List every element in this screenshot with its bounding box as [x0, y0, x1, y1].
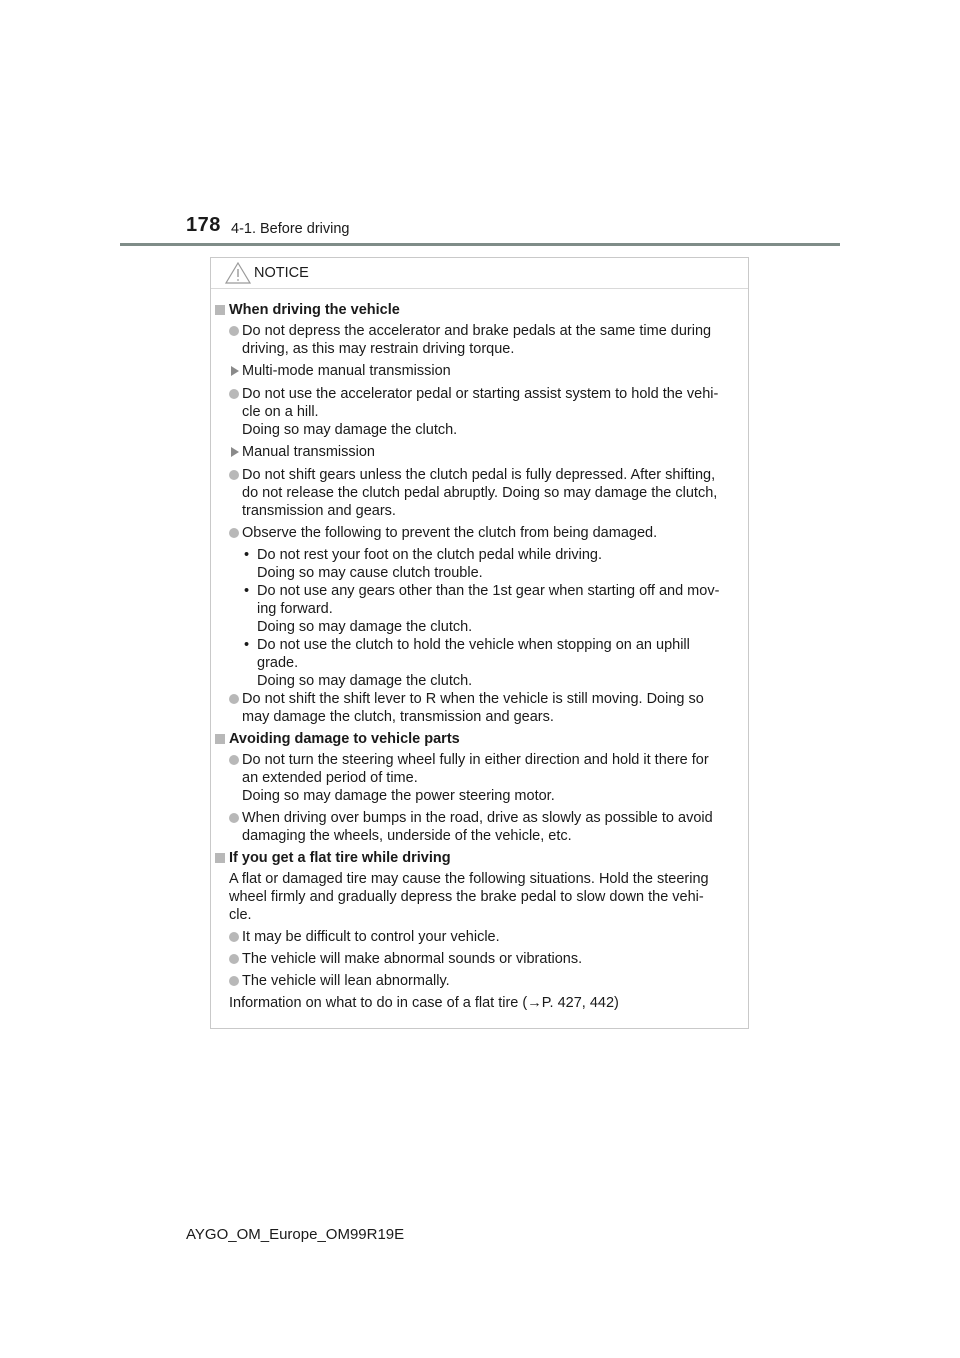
- circle-bullet-icon: [229, 755, 239, 765]
- circle-bullet-icon: [229, 954, 239, 964]
- list-item: Do not use the accelerator pedal or starting assist system to hold the vehi- cle on a hill. Doing so may damage the clutch.: [215, 385, 743, 439]
- list-item: Do not depress the accelerator and brake pedals at the same time during driving, as this may restrain driving torque.: [215, 322, 743, 358]
- list-item: Do not turn the steering wheel fully in either direction and hold it there for an extended period of time. Doing so may damage the power steering motor.: [215, 751, 743, 805]
- notice-content: [215, 301, 743, 1016]
- circle-bullet-icon: [229, 932, 239, 942]
- warning-triangle-icon: [225, 262, 251, 284]
- document-code: AYGO_OM_Europe_OM99R19E: [186, 1226, 405, 1243]
- circle-bullet-icon: [229, 389, 239, 399]
- triangle-pointer-icon: [231, 447, 239, 457]
- circle-bullet-icon: [229, 694, 239, 704]
- circle-bullet-icon: [229, 976, 239, 986]
- notice-header: [211, 258, 748, 289]
- triangle-pointer-icon: [231, 366, 239, 376]
- notice-box: [210, 257, 749, 1029]
- section-title: 4-1. Before driving: [231, 221, 350, 237]
- list-item: Observe the following to prevent the clutch from being damaged.: [215, 524, 743, 542]
- circle-bullet-icon: [229, 528, 239, 538]
- square-bullet-icon: [215, 734, 225, 744]
- section-heading: When driving the vehicle: [215, 301, 743, 319]
- header-rule: [120, 243, 840, 246]
- sub-list-item: • Do not rest your foot on the clutch pedal while driving. Doing so may cause clutch trouble.: [244, 547, 602, 581]
- transmission-label: Multi-mode manual transmission: [215, 362, 743, 380]
- list-item: When driving over bumps in the road, drive as slowly as possible to avoid damaging the wheels, underside of the vehicle, etc.: [215, 809, 743, 845]
- list-item: Do not shift the shift lever to R when the vehicle is still moving. Doing so may damage the clutch, transmission and gears.: [215, 690, 743, 726]
- notice-label: NOTICE: [254, 265, 309, 281]
- list-item: The vehicle will make abnormal sounds or vibrations.: [215, 950, 743, 968]
- section-heading: Avoiding damage to vehicle parts: [215, 730, 743, 748]
- square-bullet-icon: [215, 853, 225, 863]
- section-heading: If you get a flat tire while driving: [215, 849, 743, 867]
- outro-paragraph: Information on what to do in case of a flat tire (→P. 427, 442): [229, 995, 619, 1011]
- sub-list-item: • Do not use any gears other than the 1st gear when starting off and mov- ing forward. Doing so may damage the clutch.: [244, 583, 720, 635]
- intro-paragraph: A flat or damaged tire may cause the following situations. Hold the steering wheel firmly and gradually depress the brake pedal to slow down the vehi- cle.: [229, 871, 709, 923]
- circle-bullet-icon: [229, 326, 239, 336]
- list-item: It may be difficult to control your vehicle.: [215, 928, 743, 946]
- transmission-label: Manual transmission: [215, 443, 743, 461]
- circle-bullet-icon: [229, 813, 239, 823]
- list-item: Do not shift gears unless the clutch pedal is fully depressed. After shifting, do not release the clutch pedal abruptly. Doing so may damage the clutch, transmission and gears.: [215, 466, 743, 520]
- sub-list-item: • Do not use the clutch to hold the vehicle when stopping on an uphill grade. Doing so may damage the clutch.: [244, 637, 690, 689]
- square-bullet-icon: [215, 305, 225, 315]
- circle-bullet-icon: [229, 470, 239, 480]
- list-item: The vehicle will lean abnormally.: [215, 972, 743, 990]
- page-number: 178: [186, 214, 221, 236]
